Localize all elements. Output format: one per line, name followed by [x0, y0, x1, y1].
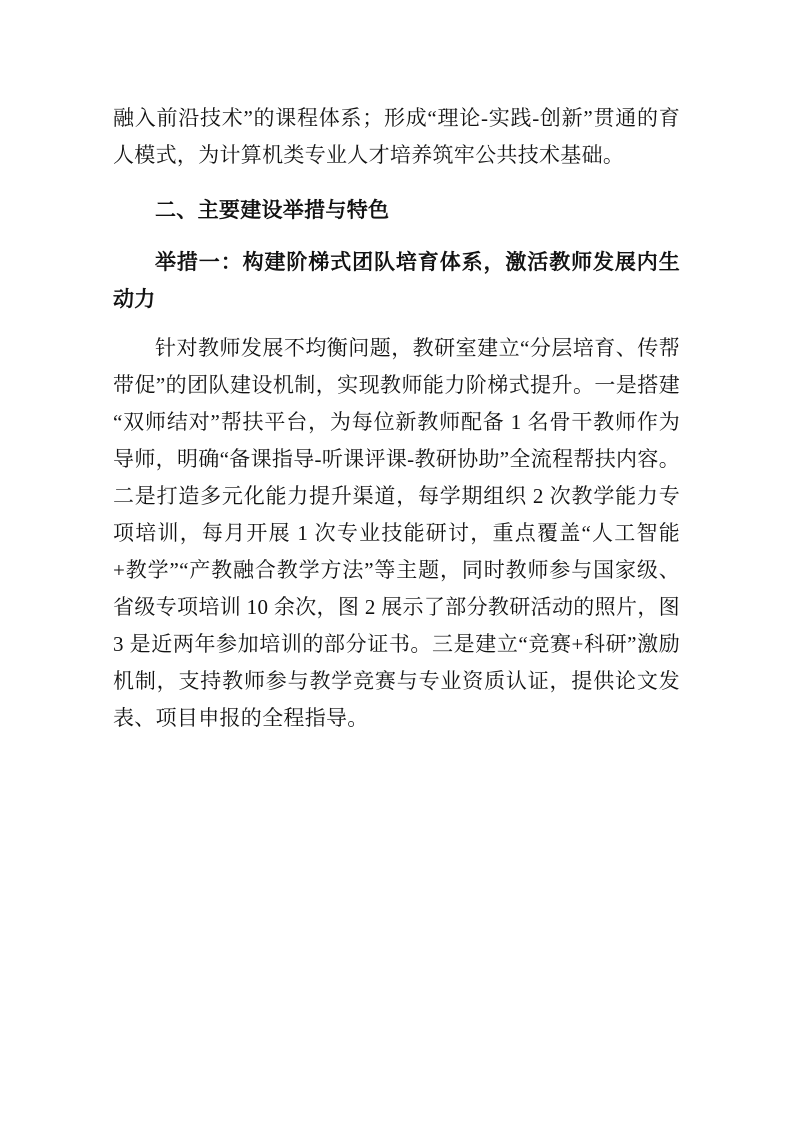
body-paragraph: 针对教师发展不均衡问题，教研室建立“分层培育、传帮带促”的团队建设机制，实现教师能力阶梯式提升。一是搭建“双师结对”帮扶平台，为每位新教师配备 1 名骨干教师作为导师，明确“备课指导-听课评课-教研协助”全流程帮扶内容。二是打造多元化能力提升渠道，每学期组织 2 次教学能力专项培训，每月开展 1 次专业技能研讨，重点覆盖“人工智能+教学”“产教融合教学方法”等主题，同时教师参与国家级、省级专项培训 10 余次，图 2 展示了部分教研活动的照片，图 3 是近两年参加培训的部分证书。三是建立“竞赛+科研”激励机制，支持教师参与教学竞赛与专业资质认证，提供论文发表、项目申报的全程指导。 — [113, 336, 680, 730]
paragraph-continued: 融入前沿技术”的课程体系；形成“理论-实践-创新”贯通的育人模式，为计算机类专业人才培养筑牢公共技术基础。 — [113, 106, 680, 167]
measure-one-heading: 举措一：构建阶梯式团队培育体系，激活教师发展内生动力 — [113, 250, 680, 311]
section-heading: 二、主要建设举措与特色 — [155, 198, 390, 222]
